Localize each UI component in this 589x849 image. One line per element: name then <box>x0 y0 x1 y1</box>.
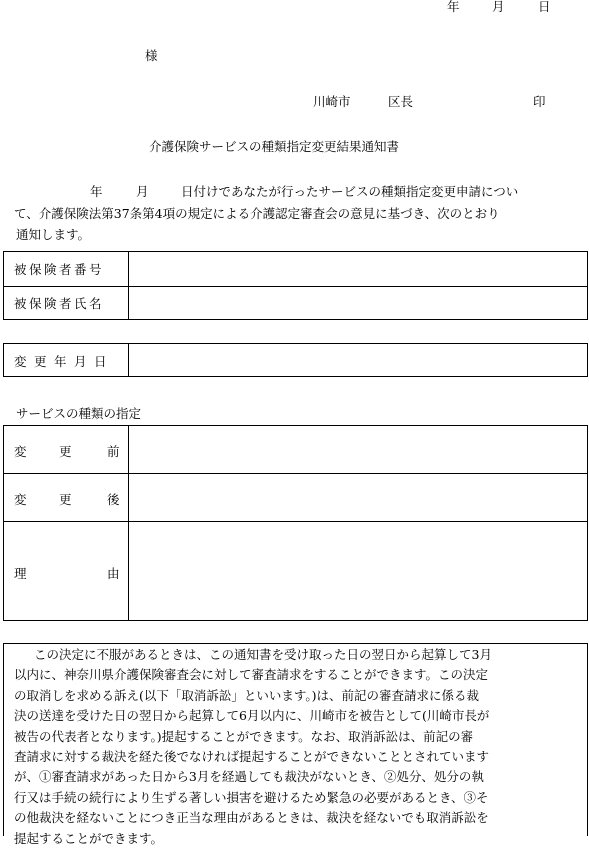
insured-number-label: 被保険者番号 <box>14 262 105 277</box>
notice-line-8: 行又は手続の続行により生ずる著しい損害を避けるため緊急の必要があるとき、③そ <box>14 789 489 805</box>
after-label-char-3: 後 <box>107 492 120 507</box>
notice-line-1: この決定に不服があるときは、この通知書を受け取った日の翌日から起算して3月 <box>34 647 492 662</box>
document-title: 介護保険サービスの種類指定変更結果通知書 <box>149 139 400 154</box>
notice-line-2: 以内に、神奈川県介護保険審査会に対して審査請求をすることができます。この決定 <box>14 667 489 683</box>
date-year-label: 年 <box>447 0 460 14</box>
issuer-city: 川崎市 <box>313 94 351 109</box>
intro-line-1: 日付けであなたが行ったサービスの種類指定変更申請につい <box>181 184 519 199</box>
notice-line-3: の取消しを求める訴え(以下「取消訴訟」といいます。)は、前記の審査請求に係る裁 <box>14 687 480 703</box>
intro-year: 年 <box>90 184 103 199</box>
change-date-label: 変更年月日 <box>14 354 115 369</box>
service-section-heading: サービスの種類の指定 <box>16 406 142 421</box>
insured-name-field[interactable] <box>129 287 587 319</box>
notice-line-6: 査請求に対する裁決を経た後でなければ提起することができないこととされています <box>14 749 490 765</box>
intro-month: 月 <box>136 184 149 199</box>
service-type-table <box>3 425 588 621</box>
after-label-char-1: 変 <box>14 492 27 507</box>
insured-name-label: 被保険者氏名 <box>14 296 105 311</box>
notice-line-10: 提起することができます。 <box>14 830 164 846</box>
reason-label-char-1: 理 <box>14 566 27 581</box>
intro-paragraph <box>16 181 586 246</box>
notice-line-7: が、①審査請求があった日から3月を経過しても裁決がないとき、②処分、処分の執 <box>14 769 484 785</box>
change-date-field[interactable] <box>129 344 587 376</box>
issuer-ward: 区長 <box>388 94 414 109</box>
appeal-notice-text <box>14 645 582 849</box>
date-day-label: 日 <box>538 0 551 14</box>
service-after-field[interactable] <box>129 474 587 521</box>
before-label-char-3: 前 <box>107 444 120 459</box>
appeal-notice-box <box>3 643 588 846</box>
after-label-char-2: 更 <box>59 492 72 507</box>
seal-mark: 印 <box>533 94 546 109</box>
before-label-char-2: 更 <box>59 444 72 459</box>
change-date-table <box>3 343 588 377</box>
reason-field[interactable] <box>129 522 587 620</box>
recipient-honorific: 様 <box>145 48 158 63</box>
intro-line-3: 通知します。 <box>16 227 91 242</box>
intro-line-2: て、介護保険法第37条第4項の規定による介護認定審査会の意見に基づき、次のとおり <box>14 205 500 221</box>
notice-line-5: 被告の代表者となります。)提起することができます。なお、取消訴訟は、前記の審 <box>14 728 474 744</box>
service-before-field[interactable] <box>129 426 587 473</box>
date-month-label: 月 <box>492 0 505 14</box>
insured-info-table <box>3 251 588 320</box>
reason-label-char-2: 由 <box>107 566 120 581</box>
insured-number-field[interactable] <box>129 252 587 286</box>
notice-line-9: の他裁決を経ないことにつき正当な理由があるときは、裁決を経ないでも取消訴訟を <box>14 810 489 826</box>
notice-line-4: 決の送達を受けた日の翌日から起算して6月以内に、川崎市を被告として(川崎市長が <box>14 708 490 724</box>
before-label-char-1: 変 <box>14 444 27 459</box>
